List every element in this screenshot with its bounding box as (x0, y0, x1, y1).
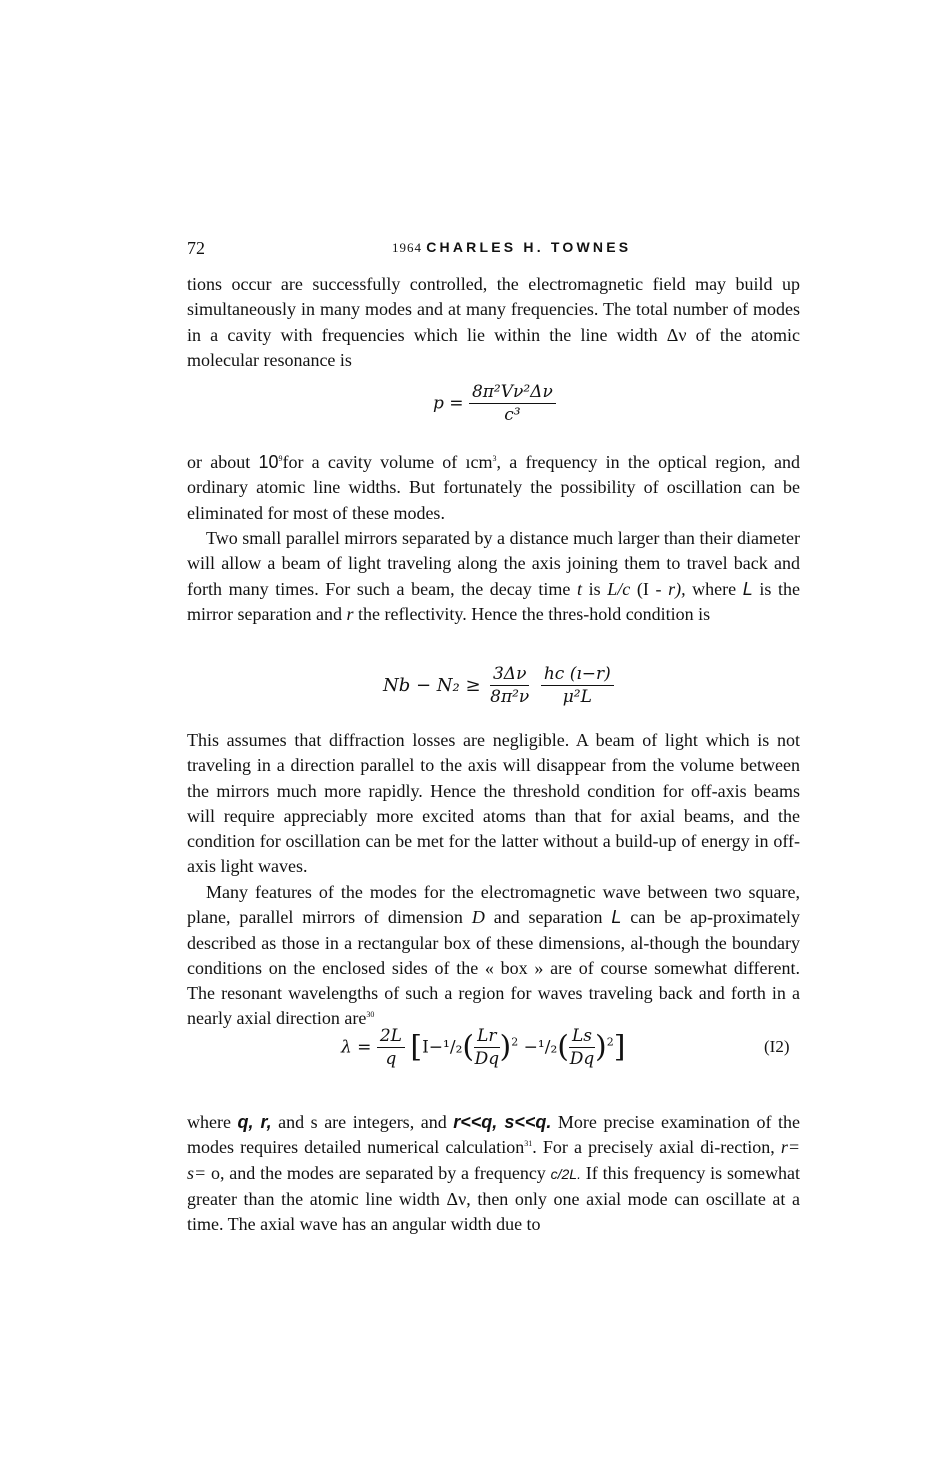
eq2-fraction-2 (541, 664, 614, 707)
para5-text-b: and separation (484, 907, 612, 928)
eq3-half-1: ¹/₂ (443, 1037, 463, 1058)
eq3-denominator: q (385, 1049, 397, 1069)
para2-one: ı (465, 452, 471, 472)
para3-var-l: L (742, 578, 753, 599)
para5-var-d: D (471, 907, 485, 928)
para6-text-c: More precise examination of the modes requires detailed numerical calculation (187, 1112, 800, 1158)
eq1-denominator: c³ (504, 405, 521, 425)
eq3-open-bracket: [ (410, 1029, 423, 1065)
para3-one: I (642, 578, 649, 599)
eq3-dq-2: Dq (569, 1049, 595, 1069)
eq3-square-1: 2 (511, 1035, 519, 1049)
para6-text-a: where (187, 1112, 238, 1132)
eq1-fraction (469, 382, 556, 425)
eq3-close-paren-1: ) (499, 1029, 512, 1065)
running-header (187, 238, 800, 260)
eq1-numerator: 8π²Vν²Δν (469, 382, 556, 404)
paragraph-3 (187, 526, 800, 627)
eq1-lhs: p = (433, 393, 464, 414)
equation-wavelengths (341, 1026, 625, 1069)
para3-text-c: ( (630, 578, 643, 599)
para2-text-a: or about (187, 452, 259, 472)
para6-text-b: and s are integers, and (271, 1112, 454, 1132)
eq2-numerator-1: 3Δν (490, 664, 529, 686)
paragraph-5 (187, 880, 800, 1032)
eq3-lr: Lr (474, 1026, 499, 1048)
para6-text-d: . For a precisely axial di-rection, (532, 1137, 781, 1158)
para6-c-over-2l: c/2L. (550, 1165, 581, 1182)
eq3-close-bracket: ] (613, 1029, 626, 1065)
para2-power-exponent: 9 (278, 454, 283, 463)
para6-inequality: r<<q, s<<q. (453, 1112, 552, 1132)
para6-vars-rs: r= s= (187, 1137, 800, 1183)
eq3-lhs: λ = (341, 1037, 372, 1058)
para2-unit-exponent: 3 (492, 454, 497, 463)
eq2-denominator-1: 8π²ν (490, 687, 530, 707)
eq3-numerator: 2L (377, 1026, 405, 1048)
header-author: CHARLES H. TOWNES (426, 239, 632, 255)
para5-text-c: can be ap-proximately described as those in a rectangular box of these dimensions, al-though the boundary conditions on the enclosed sides of the « box » are of course somewhat different. The resonant wavelengths of such a region for waves traveling back and forth in a nearly axial direction are (187, 907, 800, 1029)
eq3-close-paren-2: ) (595, 1029, 607, 1065)
para2-power: 10 (258, 452, 279, 472)
para3-var-t: t (576, 578, 582, 599)
para2-text-c: for a cavity volume of (282, 452, 466, 472)
eq2-fraction-1 (490, 664, 529, 707)
reference-30: 30 (366, 1010, 375, 1020)
page-number: 72 (187, 238, 205, 258)
para3-var-r: r), (668, 578, 686, 599)
para3-text-a: Two small parallel mirrors separated by a distance much larger than their diameter will allow a beam of light traveling along the axis joining them to travel back and forth many times. For such a beam, the decay time (187, 528, 800, 599)
eq2-lhs: Nb − N₂ ≥ (383, 675, 481, 696)
paragraph-6 (187, 1110, 800, 1237)
paragraph-4: This assumes that diffraction losses are negligible. A beam of light which is not traveling in a direction parallel to the axis will disappear from the volume between the mirrors much more rapidly. Hence the threshold condition for off-axis beams will require appreciably more excited atoms than that for axial beams, and the condition for oscillation can be met for the latter without a build-up of energy in off-axis light waves. (187, 730, 800, 877)
eq3-minus-1: − (428, 1037, 444, 1058)
eq2-denominator-2: μ²L (562, 687, 592, 707)
para2-unit: cm (470, 452, 493, 472)
para6-text-f: If this frequency is somewhat greater than the atomic line width Δν, then only one axial mode can oscillate at a time. The axial wave has an angular width due to (187, 1162, 800, 1235)
para3-var-r2: r (346, 603, 354, 624)
eq3-fraction-ls (569, 1026, 595, 1069)
para5-var-l: L (611, 907, 622, 928)
eq2-numerator-2: hc (ı−r) (541, 664, 614, 686)
equation-number-12: (I2) (764, 1037, 790, 1056)
paragraph-2 (187, 450, 800, 526)
eq3-open-paren-1: ( (462, 1029, 475, 1065)
para2-text-f: , a frequency in the optical region, and ordinary atomic line widths. But fortunately the possibility of oscillation can be eliminated for most of these modes. (187, 452, 800, 523)
equation-threshold (383, 664, 614, 707)
para6-text-e: o, and the modes are separated by a frequency (206, 1162, 551, 1183)
para3-var-lc: L/c (607, 578, 631, 599)
eq3-fraction-lr (474, 1026, 499, 1069)
paragraph-1: tions occur are successfully controlled, the electromagnetic field may build up simultaneously in many modes and at many frequencies. The total number of modes in a cavity with frequencies which lie within the line width Δν of the atomic molecular resonance is (187, 274, 800, 370)
eq3-open-paren-2: ( (557, 1029, 569, 1065)
para3-text-d: - (648, 578, 669, 599)
running-title (392, 239, 631, 256)
eq3-fraction (377, 1026, 405, 1069)
eq3-minus-2: − (523, 1037, 538, 1058)
equation-mode-count (433, 382, 556, 425)
eq3-square-2: 2 (606, 1035, 614, 1049)
para3-text-e: where (685, 578, 743, 599)
para3-text-g: the reflectivity. Hence the thres-hold condition is (353, 603, 711, 624)
eq3-half-2: ¹/₂ (537, 1037, 558, 1058)
para5-text-a: Many features of the modes for the electromagnetic wave between two square, plane, parallel mirrors of dimension (187, 882, 800, 928)
para6-vars-qr: q, r, (237, 1112, 272, 1132)
para3-text-f: is the mirror separation and (187, 578, 800, 624)
header-year: 1964 (392, 240, 422, 255)
eq3-dq-1: Dq (474, 1049, 500, 1069)
eq3-one: I (422, 1037, 429, 1058)
reference-31: 31 (524, 1139, 533, 1149)
para3-text-b: is (582, 578, 608, 599)
eq3-ls: Ls (569, 1026, 595, 1048)
